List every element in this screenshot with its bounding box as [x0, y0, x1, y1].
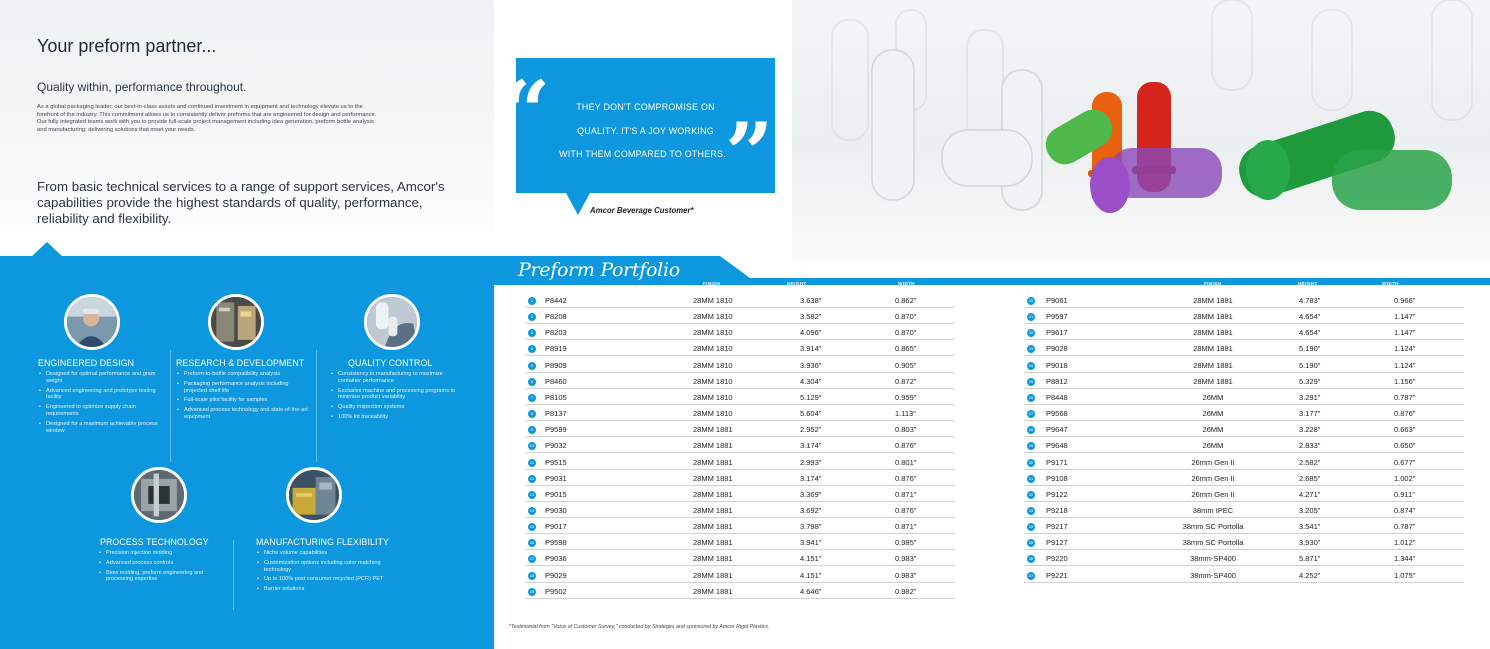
product-code: P8448	[1046, 392, 1068, 402]
finish-value: 26MM	[1202, 392, 1224, 402]
product-code: P8203	[545, 328, 567, 338]
row-number: 16	[529, 540, 535, 546]
finish-value: 28MM 1881	[693, 473, 733, 483]
finish-value: 28MM 1881	[693, 586, 733, 596]
width-value: 0.865"	[895, 344, 917, 354]
service-bullet: • Designed for a maximum achievable process window	[38, 421, 168, 435]
table-row	[525, 454, 955, 470]
height-value: 3.798"	[800, 522, 822, 532]
height-value: 5.190"	[1299, 360, 1321, 370]
width-value: 0.801"	[895, 457, 917, 467]
height-value: 2.833"	[1299, 441, 1321, 451]
table-row	[525, 470, 955, 486]
width-value: 0.872"	[895, 376, 917, 386]
width-value: 0.985"	[895, 538, 917, 548]
row-number: 36	[1028, 556, 1034, 562]
height-value: 3.930"	[1299, 538, 1321, 548]
service-title: PROCESS TECHNOLOGY	[100, 537, 209, 547]
row-number: 21	[1028, 314, 1034, 320]
table-row	[525, 421, 955, 437]
finish-value: 28MM 1881	[1193, 296, 1233, 305]
service-bullet: • Full-scale pilot facility for samples	[176, 397, 311, 404]
width-value: 0.983"	[895, 570, 917, 580]
width-value: 0.966"	[1394, 296, 1416, 305]
service-bullet: • Preform-to-bottle compatibility analysis	[176, 371, 311, 378]
height-value: 3.582"	[800, 312, 822, 322]
finish-value: 38mm IPEC	[1192, 505, 1234, 515]
table-row	[1024, 567, 1464, 583]
height-value: 5.129"	[800, 392, 822, 402]
finish-value: 28MM 1881	[1193, 376, 1233, 386]
width-value: 1.012"	[1394, 538, 1416, 548]
product-code: P9032	[545, 441, 567, 451]
table-row	[525, 518, 955, 534]
width-value: 1.344"	[1394, 554, 1416, 564]
height-value: 3.205"	[1299, 505, 1321, 515]
height-value: 3.174"	[800, 473, 822, 483]
product-code: P9217	[1046, 522, 1068, 532]
product-code: P9029	[545, 570, 567, 580]
service-bullet: • Advanced engineering and prototype testing facility	[38, 388, 168, 402]
table-row	[1024, 437, 1464, 453]
row-number: 24	[1028, 362, 1034, 368]
row-number: 30	[1028, 459, 1034, 465]
service-bullet: • 100% lot traceability	[330, 414, 464, 421]
height-value: 3.692"	[800, 505, 822, 515]
testimonial-line: THEY DON'T COMPROMISE ON	[576, 102, 715, 112]
product-code: P9599	[545, 425, 567, 435]
col-finish-header: FINISH	[703, 280, 721, 286]
height-value: 3.369"	[800, 489, 822, 499]
height-value: 4.783"	[1299, 296, 1321, 305]
width-value: 0.983"	[895, 554, 917, 564]
width-value: 0.871"	[895, 489, 917, 499]
row-number: 13	[529, 491, 535, 497]
product-code: P9028	[1046, 344, 1068, 354]
height-value: 4.151"	[800, 570, 822, 580]
table-row	[525, 389, 955, 405]
molding-machine-photo-icon	[131, 467, 187, 523]
product-code: P9568	[1046, 409, 1068, 419]
table-row	[525, 486, 955, 502]
factory-photo-icon	[286, 467, 342, 523]
finish-value: 26mm Gen II	[1191, 489, 1235, 499]
height-value: 3.914"	[800, 344, 822, 354]
finish-value: 28MM 1810	[693, 344, 733, 354]
height-value: 3.291"	[1299, 392, 1321, 402]
service-title: RESEARCH & DEVELOPMENT	[176, 358, 305, 368]
product-code: P9515	[545, 457, 567, 467]
product-code: P9647	[1046, 425, 1068, 435]
height-value: 3.177"	[1299, 409, 1321, 419]
width-value: 0.871"	[895, 522, 917, 532]
service-bullet: • Precision injection molding	[98, 550, 226, 557]
footnote: *Testimonial from "Voice of Customer Survey," conducted by Strategex and sponsored by Amcor Rigid Plastics.	[509, 624, 770, 630]
finish-value: 28MM 1881	[693, 425, 733, 435]
table-row	[525, 502, 955, 518]
product-code: P9108	[1046, 473, 1068, 483]
width-value: 1.124"	[1394, 360, 1416, 370]
finish-value: 28MM 1881	[693, 554, 733, 564]
finish-value: 28MM 1810	[693, 409, 733, 419]
table-row	[525, 292, 955, 308]
row-number: 31	[1028, 475, 1034, 481]
width-value: 0.870"	[895, 328, 917, 338]
product-code: P9648	[1046, 441, 1068, 451]
table-row	[1024, 550, 1464, 566]
width-value: 0.982"	[895, 586, 917, 596]
table-row	[525, 550, 955, 566]
width-value: 0.876"	[895, 473, 917, 483]
product-code: P8919	[545, 344, 567, 354]
height-value: 4.096"	[800, 328, 822, 338]
width-value: 0.959"	[895, 392, 917, 402]
finish-value: 28MM 1881	[693, 489, 733, 499]
intro-paragraph: As a global packaging leader, our best-in-class assets and continued investment in equipment and technology elevate us to the forefront of the industry. This commitment allows us to consistently deliver preforms that are engineered for design and performance. Our fully integrated teams work with you to provide full-scale project management including idea generation, preform bottle analysis and manufacturing; delivering solutions that meet your needs.	[37, 104, 377, 134]
height-value: 5.329"	[1299, 376, 1321, 386]
row-number: 18	[529, 572, 535, 578]
height-value: 3.174"	[800, 441, 822, 451]
width-value: 0.911"	[1394, 489, 1415, 499]
service-bullet: • Barrier solutions	[256, 586, 406, 593]
finish-value: 28MM 1881	[1193, 328, 1233, 338]
divider	[316, 350, 317, 462]
height-value: 2.582"	[1299, 457, 1321, 467]
service-bullet: • Advanced process technology and state-of-the-art equipment	[176, 407, 311, 421]
width-value: 0.677"	[1394, 457, 1416, 467]
finish-value: 28MM 1881	[693, 522, 733, 532]
col-finish-header: FINISH	[1204, 280, 1222, 286]
finish-value: 38mm SC Portolla	[1182, 522, 1244, 532]
product-code: P9127	[1046, 538, 1068, 548]
height-value: 4.252"	[1299, 570, 1321, 580]
close-quote-icon: ”	[725, 104, 774, 203]
product-code: P9220	[1046, 554, 1068, 564]
product-code: P9171	[1046, 457, 1068, 467]
width-value: 0.787"	[1394, 522, 1416, 532]
row-number: 34	[1028, 524, 1034, 530]
service-title: ENGINEERED DESIGN	[38, 358, 135, 368]
finish-value: 28MM 1881	[1193, 344, 1233, 354]
finish-value: 26mm Gen II	[1191, 473, 1235, 483]
page-subtitle: Quality within, performance throughout.	[37, 80, 247, 94]
finish-value: 28MM 1810	[693, 312, 733, 322]
finish-value: 28MM 1810	[693, 392, 733, 402]
col-width-header: WIDTH	[1382, 280, 1399, 286]
service-bullet: • Quality inspection systems	[330, 404, 464, 411]
table-row	[1024, 502, 1464, 518]
service-title: MANUFACTURING FLEXIBILITY	[256, 537, 390, 547]
finish-value: 38mm SC Portolla	[1182, 538, 1244, 548]
width-value: 0.787"	[1394, 392, 1416, 402]
service-bullet: • Advanced process controls	[98, 560, 226, 567]
product-code: P9036	[545, 554, 567, 564]
service-bullet: • Up to 100% post consumer recycled (PCR) PET	[256, 576, 406, 583]
row-number: 15	[529, 524, 535, 530]
finish-value: 28MM 1810	[693, 328, 733, 338]
width-value: 0.803"	[895, 425, 917, 435]
quality-inspection-photo-icon	[364, 294, 420, 350]
product-code: P9221	[1046, 570, 1068, 580]
width-value: 1.147"	[1394, 312, 1416, 322]
service-manufacturing-flexibility	[256, 537, 406, 596]
testimonial-attribution: Amcor Beverage Customer*	[590, 206, 694, 215]
product-code: P8812	[1046, 376, 1068, 386]
row-number: 22	[1028, 330, 1034, 336]
lab-equipment-photo-icon	[208, 294, 264, 350]
product-code: P9502	[545, 586, 567, 596]
divider	[170, 350, 171, 462]
height-value: 4.304"	[800, 376, 822, 386]
row-number: 28	[1028, 427, 1034, 433]
service-bullet: • Blow molding, preform engineering and processing expertise	[98, 570, 226, 584]
table-row	[1024, 292, 1464, 308]
product-code: P9122	[1046, 489, 1068, 499]
testimonial-box	[502, 58, 775, 203]
finish-value: 28MM 1810	[693, 296, 733, 305]
product-code: P9030	[545, 505, 567, 515]
row-number: 14	[529, 507, 535, 513]
service-bullet: • Customization options including color matching technology	[256, 560, 406, 574]
col-width-header: WIDTH	[898, 280, 915, 286]
col-height-header: HEIGHT	[1298, 280, 1318, 286]
width-value: 1.075"	[1394, 570, 1416, 580]
table-row	[525, 567, 955, 583]
service-bullet: • Engineered to optimize supply chain requirements	[38, 404, 168, 418]
service-bullet: • Exclusive machine and processing programs to minimize product variability	[330, 388, 464, 402]
row-number: 37	[1028, 572, 1034, 578]
width-value: 0.874"	[1394, 505, 1416, 515]
finish-value: 28MM 1881	[1193, 312, 1233, 322]
table-row	[1024, 340, 1464, 356]
width-value: 1.113"	[895, 409, 916, 419]
finish-value: 28MM 1810	[693, 376, 733, 386]
engineer-photo-icon	[64, 294, 120, 350]
row-number: 2	[528, 313, 536, 321]
capabilities-statement: From basic technical services to a range of support services, Amcor's capabilities provide the highest standards of quality, performance, reliability and flexibility.	[37, 179, 445, 226]
row-number: 12	[529, 475, 535, 481]
table-row	[1024, 470, 1464, 486]
width-value: 1.156"	[1394, 376, 1416, 386]
table-row	[525, 308, 955, 324]
product-code: P9598	[545, 538, 567, 548]
product-code: P8442	[545, 296, 567, 305]
row-number: 33	[1028, 507, 1034, 513]
row-number: 6	[528, 378, 536, 386]
service-process-technology	[98, 537, 226, 586]
finish-value: 28MM 1881	[693, 457, 733, 467]
height-value: 3.638"	[800, 296, 822, 305]
product-code: P8105	[545, 392, 567, 402]
height-value: 2.952"	[800, 425, 822, 435]
row-number: 5	[528, 362, 536, 370]
height-value: 5.190"	[1299, 344, 1321, 354]
row-number: 32	[1028, 491, 1034, 497]
finish-value: 28MM 1881	[693, 538, 733, 548]
service-bullet: • Niche volume capabilities	[256, 550, 406, 557]
product-code: P8137	[545, 409, 567, 419]
finish-value: 26MM	[1202, 441, 1224, 451]
finish-value: 28MM 1881	[1193, 360, 1233, 370]
product-code: P9031	[545, 473, 567, 483]
testimonial-pointer	[566, 193, 590, 215]
product-code: P8460	[545, 376, 567, 386]
product-code: P9597	[1046, 312, 1068, 322]
finish-value: 28MM 1810	[693, 360, 733, 370]
row-number: 9	[528, 426, 536, 434]
finish-value: 28MM 1881	[693, 570, 733, 580]
service-title: QUALITY CONTROL	[348, 358, 433, 368]
height-value: 3.936"	[800, 360, 822, 370]
product-code: P9218	[1046, 505, 1068, 515]
width-value: 0.876"	[1394, 409, 1416, 419]
page-title: Your preform partner...	[37, 36, 217, 56]
col-height-header: HEIGHT	[787, 280, 807, 286]
row-number: 7	[528, 394, 536, 402]
testimonial-line: QUALITY. IT'S A JOY WORKING	[577, 126, 714, 136]
width-value: 0.650"	[1394, 441, 1416, 451]
table-row	[1024, 357, 1464, 373]
row-number: 1	[528, 297, 536, 305]
table-row	[1024, 373, 1464, 389]
width-value: 1.002"	[1394, 473, 1416, 483]
table-row	[1024, 405, 1464, 421]
portfolio-title: Preform Portfolio	[518, 259, 680, 281]
product-code: P8909	[545, 360, 567, 370]
divider	[233, 540, 234, 610]
service-bullet: • Packaging performance analysis including projected shelf life	[176, 381, 311, 395]
row-number: 29	[1028, 443, 1034, 449]
height-value: 4.271"	[1299, 489, 1321, 499]
finish-value: 26MM	[1202, 409, 1224, 419]
table-row	[525, 340, 955, 356]
table-row	[525, 324, 955, 340]
table-row	[525, 373, 955, 389]
finish-value: 28MM 1881	[693, 441, 733, 451]
service-engineered-design	[38, 358, 168, 437]
table-row	[1024, 454, 1464, 470]
width-value: 1.147"	[1394, 328, 1416, 338]
width-value: 0.870"	[895, 312, 917, 322]
width-value: 0.663"	[1394, 425, 1416, 435]
testimonial-line: WITH THEM COMPARED TO OTHERS.	[559, 149, 726, 159]
table-row	[1024, 389, 1464, 405]
panel-notch	[31, 242, 63, 257]
table-row	[525, 583, 955, 599]
row-number: 17	[529, 556, 535, 562]
row-number: 25	[1028, 378, 1034, 384]
product-code: P9617	[1046, 328, 1068, 338]
table-row	[1024, 534, 1464, 550]
width-value: 0.876"	[895, 505, 917, 515]
height-value: 3.228"	[1299, 425, 1321, 435]
row-number: 3	[528, 329, 536, 337]
row-number: 11	[529, 459, 535, 465]
width-value: 0.862"	[895, 296, 917, 305]
row-number: 20	[1028, 298, 1034, 303]
table-row	[525, 357, 955, 373]
height-value: 4.654"	[1299, 328, 1321, 338]
product-code: P8208	[545, 312, 567, 322]
product-code: P9017	[545, 522, 567, 532]
service-research-development	[176, 358, 311, 424]
product-code: P9061	[1046, 296, 1068, 305]
row-number: 4	[528, 345, 536, 353]
height-value: 3.941"	[800, 538, 822, 548]
width-value: 1.124"	[1394, 344, 1416, 354]
table-row	[1024, 308, 1464, 324]
preform-product-photo	[792, 0, 1490, 262]
row-number: 8	[528, 410, 536, 418]
open-quote-icon: “	[502, 62, 551, 161]
table-row	[1024, 421, 1464, 437]
table-row	[525, 534, 955, 550]
finish-value: 28MM 1881	[693, 505, 733, 515]
width-value: 0.905"	[895, 360, 917, 370]
table-row	[525, 437, 955, 453]
height-value: 4.151"	[800, 554, 822, 564]
height-value: 2.993"	[800, 457, 822, 467]
height-value: 5.604"	[800, 409, 822, 419]
height-value: 4.646"	[800, 586, 822, 596]
product-code: P9018	[1046, 360, 1068, 370]
table-row	[1024, 324, 1464, 340]
finish-value: 26MM	[1202, 425, 1224, 435]
table-row	[1024, 486, 1464, 502]
row-number: 23	[1028, 346, 1034, 352]
height-value: 2.685"	[1299, 473, 1321, 483]
row-number: 26	[1028, 394, 1034, 400]
width-value: 0.876"	[895, 441, 917, 451]
height-value: 4.654"	[1299, 312, 1321, 322]
product-code: P9015	[545, 489, 567, 499]
row-number: 19	[529, 588, 535, 594]
table-row	[1024, 518, 1464, 534]
height-value: 5.871"	[1299, 554, 1321, 564]
finish-value: 26mm Gen II	[1191, 457, 1235, 467]
finish-value: 38mm-SP400	[1190, 570, 1236, 580]
table-row	[525, 405, 955, 421]
service-quality-control	[330, 358, 464, 424]
height-value: 3.541"	[1299, 522, 1321, 532]
row-number: 27	[1028, 411, 1034, 417]
row-number: 10	[529, 443, 535, 449]
finish-value: 38mm-SP400	[1190, 554, 1236, 564]
row-number: 35	[1028, 540, 1034, 546]
service-bullet: • Consistency in manufacturing to maximize container performance	[330, 371, 464, 385]
service-bullet: • Designed for optimal performance and gram weight	[38, 371, 168, 385]
